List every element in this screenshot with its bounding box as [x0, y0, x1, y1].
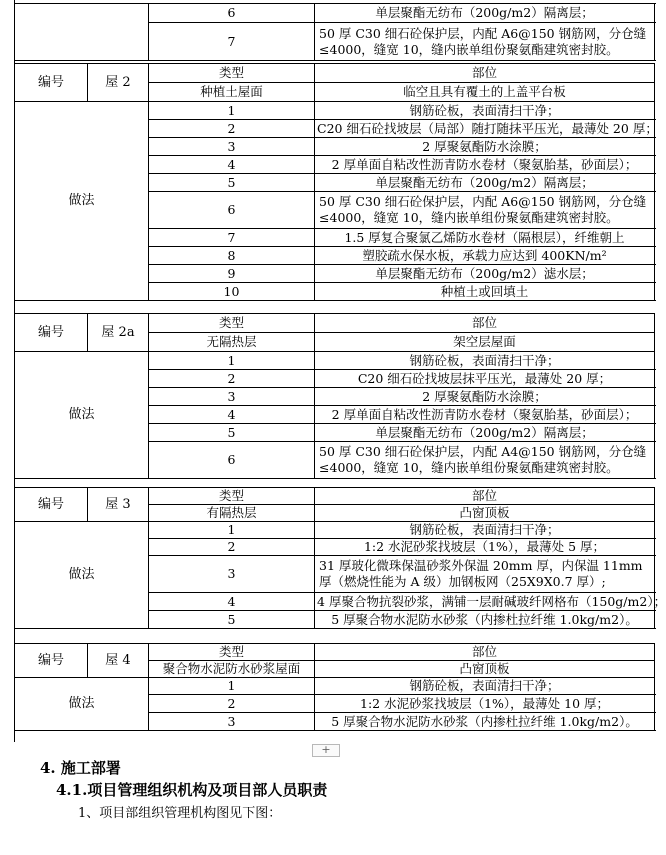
- step-number: 3: [149, 556, 315, 593]
- step-text: 种植土或回填土: [315, 283, 655, 301]
- code-label: 编号: [15, 488, 88, 522]
- step-text: 2 厚单面自粘改性沥青防水卷材（聚氨胎基，砂面层）；: [315, 406, 655, 424]
- step-number: 6: [149, 192, 315, 229]
- step-number: 4: [149, 593, 315, 611]
- step-text: 单层聚酯无纺布（200g/m2）隔离层；: [315, 424, 655, 442]
- step-text: 1:2 水泥砂浆找坡层（1%），最薄处 10 厚；: [315, 695, 655, 713]
- step-number: 1: [149, 352, 315, 370]
- code-label: 编号: [15, 64, 88, 102]
- step-text: 单层聚酯无纺布（200g/m2）滤水层；: [315, 265, 655, 283]
- step-number: 2: [149, 370, 315, 388]
- step-number: 4: [149, 406, 315, 424]
- table-row: [15, 352, 655, 370]
- step-number: 3: [149, 138, 315, 156]
- method-label: 做法: [15, 522, 149, 629]
- step-text: 2 厚聚氨酯防水涂膜；: [315, 388, 655, 406]
- step-number: 6: [149, 442, 315, 479]
- step-number: 5: [149, 424, 315, 442]
- step-text: 50 厚 C30 细石砼保护层，内配 A6@150 钢筋网，分仓缝≤4000，缝宽 10，缝内嵌单组份聚氨酯建筑密封胶。: [315, 192, 655, 229]
- step-number: 7: [149, 23, 315, 61]
- step-number: 1: [149, 522, 315, 539]
- code-label: 编号: [15, 314, 88, 352]
- roof-location: 凸窗顶板: [315, 505, 655, 522]
- roof-code: 屋 2a: [88, 314, 149, 352]
- roof-code: 屋 2: [88, 64, 149, 102]
- step-text: 5 厚聚合物水泥防水砂浆（内掺杜拉纤维 1.0kg/m2）。: [315, 713, 655, 731]
- step-text: 1.5 厚复合聚氯乙烯防水卷材（隔根层），纤维朝上: [315, 229, 655, 247]
- method-label: 做法: [15, 678, 149, 731]
- step-text: 塑胶疏水保水板，承载力应达到 400KN/m²: [315, 247, 655, 265]
- step-number: 8: [149, 247, 315, 265]
- roof-code: 屋 4: [88, 644, 149, 678]
- step-text: 单层聚酯无纺布（200g/m2）隔离层；: [315, 174, 655, 192]
- step-text: 31 厚玻化微珠保温砂浆外保温 20mm 厚，内保温 11mm 厚（燃烧性能为 A 级）加钢板网（25X9X0.7 厚）;: [315, 556, 655, 593]
- step-number: 10: [149, 283, 315, 301]
- step-text: 钢筋砼板，表面清扫干净；: [315, 522, 655, 539]
- roof-table-wu2: [14, 63, 658, 301]
- step-text: 钢筋砼板，表面清扫干净；: [315, 678, 655, 695]
- roof-type: 种植土屋面: [149, 83, 315, 102]
- type-label: 类型: [149, 488, 315, 505]
- step-number: 5: [149, 611, 315, 629]
- type-label: 类型: [149, 644, 315, 661]
- step-text: 50 厚 C30 细石砼保护层，内配 A6@150 钢筋网，分仓缝≤4000，缝宽 10，缝内嵌单组份聚氨酯建筑密封胶。: [315, 23, 655, 61]
- roof-table-wu4: [14, 643, 655, 731]
- step-number: 2: [149, 120, 315, 138]
- step-number: 3: [149, 388, 315, 406]
- roof-table-wu3: [14, 487, 666, 629]
- method-label: 做法: [15, 352, 149, 479]
- paragraph-org-chart-intro: 1、项目部组织管理机构图见下图：: [78, 806, 282, 821]
- step-number: 9: [149, 265, 315, 283]
- table-row: [15, 102, 655, 120]
- step-text: C20 细石砼找坡层（局部）随打随抹平压光，最薄处 20 厚；: [315, 120, 655, 138]
- step-text: 4 厚聚合物抗裂砂浆，满铺一层耐碱玻纤网格布（150g/m2）；: [315, 593, 655, 611]
- type-label: 类型: [149, 314, 315, 333]
- roof-code: 屋 3: [88, 488, 149, 522]
- step-number: 3: [149, 713, 315, 731]
- table-row: [15, 4, 655, 23]
- location-label: 部位: [315, 314, 655, 333]
- step-text: 50 厚 C30 细石砼保护层，内配 A4@150 钢筋网，分仓缝≤4000，缝宽 10，缝内嵌单组份聚氨酯建筑密封胶。: [315, 442, 655, 479]
- add-row-button[interactable]: +: [312, 744, 340, 757]
- roof-type: 无隔热层: [149, 333, 315, 352]
- subsection-heading-4-1: 4.1.项目管理组织机构及项目部人员职责: [56, 781, 328, 799]
- step-text: 2 厚单面自粘改性沥青防水卷材（聚氨胎基，砂面层）；: [315, 156, 655, 174]
- step-number: 5: [149, 174, 315, 192]
- roof-location: 凸窗顶板: [315, 661, 655, 678]
- step-number: 4: [149, 156, 315, 174]
- section-heading-4: 4. 施工部署: [40, 759, 121, 777]
- method-label: [15, 4, 149, 61]
- code-label: 编号: [15, 644, 88, 678]
- location-label: 部位: [315, 644, 655, 661]
- step-text: C20 细石砼找坡层抹平压光，最薄处 20 厚；: [315, 370, 655, 388]
- step-number: 2: [149, 539, 315, 556]
- method-label: 做法: [15, 102, 149, 301]
- table-row: [15, 522, 655, 539]
- step-number: 2: [149, 695, 315, 713]
- location-label: 部位: [315, 488, 655, 505]
- roof-table-wu2a: [14, 313, 655, 479]
- roof-type: 聚合物水泥防水砂浆屋面: [149, 661, 315, 678]
- table-row: [15, 678, 655, 695]
- step-text: 钢筋砼板，表面清扫干净；: [315, 352, 655, 370]
- roof-location: 临空且具有覆土的上盖平台板: [315, 83, 655, 102]
- roof-location: 架空层屋面: [315, 333, 655, 352]
- step-number: 6: [149, 4, 315, 23]
- step-text: 钢筋砼板，表面清扫干净；: [315, 102, 655, 120]
- location-label: 部位: [315, 64, 655, 83]
- step-number: 7: [149, 229, 315, 247]
- step-text: 1:2 水泥砂浆找坡层（1%），最薄处 5 厚；: [315, 539, 655, 556]
- step-number: 1: [149, 678, 315, 695]
- step-text: 2 厚聚氨酯防水涂膜；: [315, 138, 655, 156]
- type-label: 类型: [149, 64, 315, 83]
- roof-type: 有隔热层: [149, 505, 315, 522]
- step-text: 单层聚酯无纺布（200g/m2）隔离层；: [315, 4, 655, 23]
- step-text: 5 厚聚合物水泥防水砂浆（内掺杜拉纤维 1.0kg/m2）。: [315, 611, 655, 629]
- step-number: 1: [149, 102, 315, 120]
- roof-table-continued: [14, 3, 655, 61]
